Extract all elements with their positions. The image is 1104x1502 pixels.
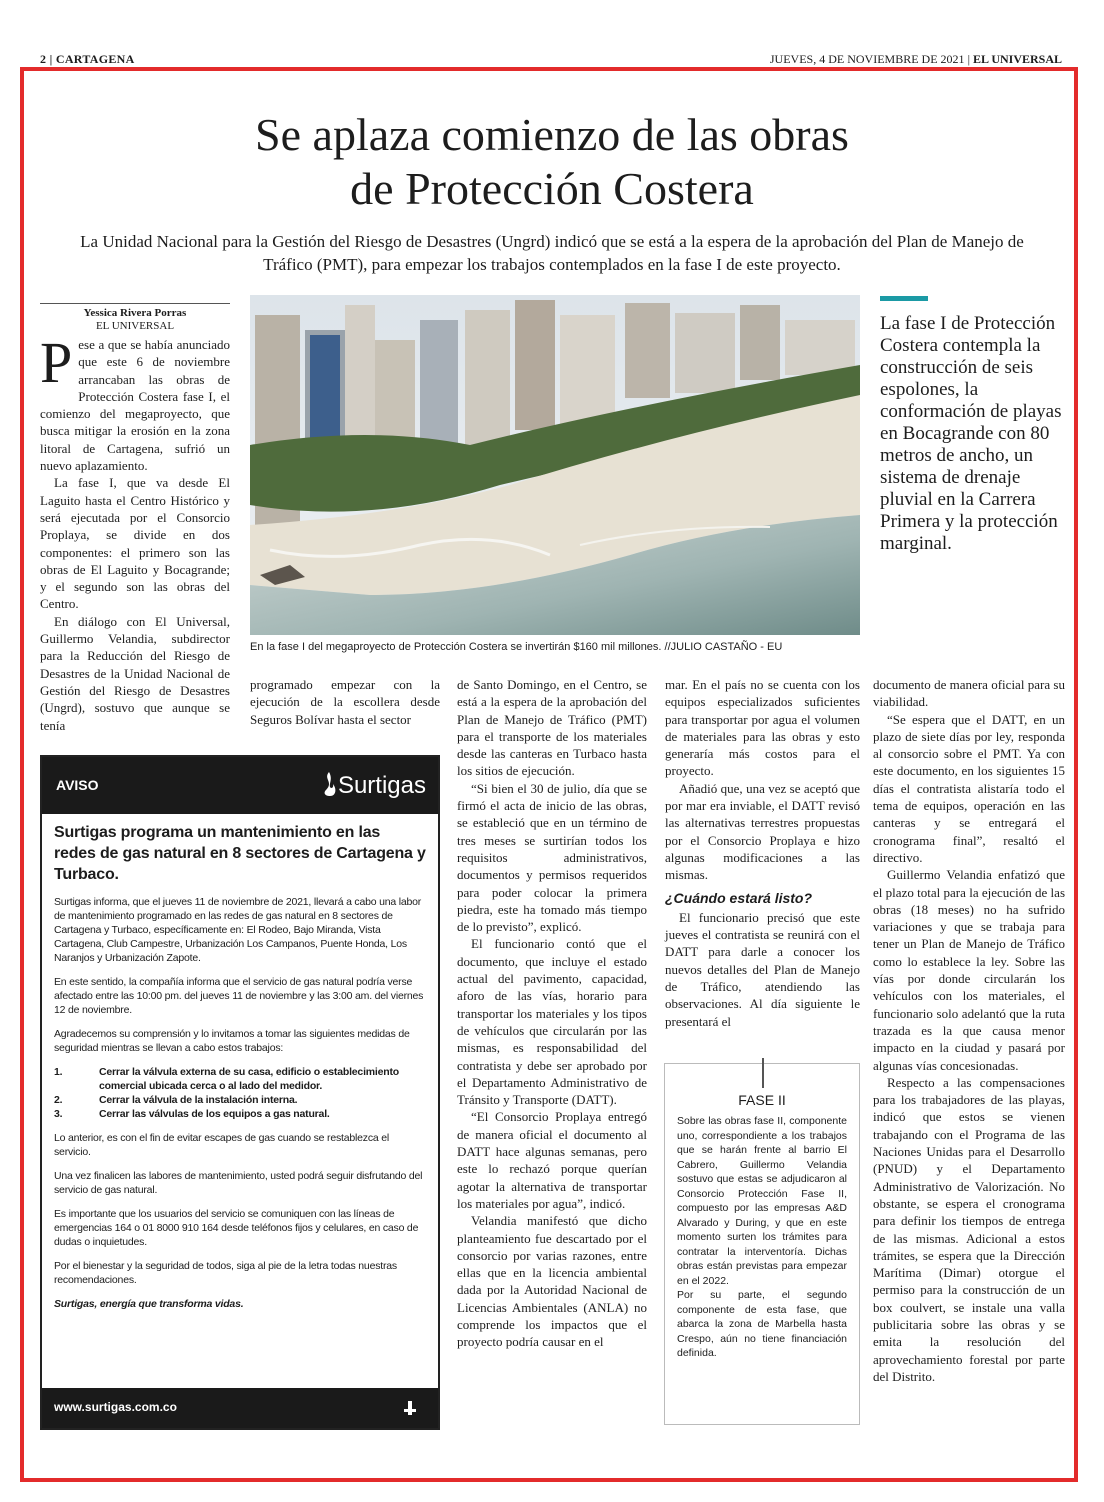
ad-paragraph: Es importante que los usuarios del servicio se comuniquen con las líneas de emergencias 164 o 01 8000 910 164 desde teléfonos fijos y celulares, en caso de dudas o inquietudes. [54,1208,419,1248]
ad-website-link[interactable]: www.surtigas.com.co [54,1400,177,1414]
surtigas-advertisement [40,755,440,1430]
article-paragraph: El funcionario contó que el documento, que incluye el estado actual del pavimento, capacidad, aforo de las vías, horario para transportar los materiales y los tipos de vehículos que circularán por las mismas, es responsabilidad del contratista y debe ser aprobado por el Departamento Administrativo de Tránsito y Transporte (DATT). [457,936,647,1108]
article-column-5 [873,676,1065,1385]
article-column-4 [665,676,860,1030]
ad-list-text: Cerrar las válvulas de los equipos a gas natural. [99,1108,330,1120]
ad-body [42,814,438,1329]
ad-label: AVISO [56,777,99,793]
article-paragraph: La fase I, que va desde El Laguito hasta el Centro Histórico y será ejecutada por el Consorcio Proplaya, se divide en dos componentes: el primero son las obras de El Laguito y Bocagrande; y el segundo son las obras del Centro. [40,475,230,612]
paper-name: EL UNIVERSAL [972,52,1062,66]
pullquote-accent-bar [880,296,928,301]
ad-safety-list [54,1065,426,1121]
section-name: CARTAGENA [55,52,135,66]
ad-paragraph: Surtigas informa, que el jueves 11 de noviembre de 2021, llevará a cabo una labor de mantenimiento programado en las redes de gas natural en 8 sectores de Cartagena y Turbaco, específicamente en: El Rodeo, Bajo Miranda, Vista Cartagena, Club Campestre, Urbanización Los Campanos, Puente Honda, Los Naranjos y Urbanización Zapote. [54,896,422,964]
byline [40,303,230,333]
author-name: Yessica Rivera Porras [83,307,187,319]
factbox-accent-bar [762,1058,764,1088]
folio-right: JUEVES, 4 DE NOVIEMBRE DE 2021 | EL UNIVERSAL [769,52,1062,66]
ad-paragraph: Una vez finalicen las labores de mantenimiento, usted podrá seguir disfrutando del servicio de gas natural. [54,1170,423,1196]
folio-left: 2 | CARTAGENA [40,52,135,66]
article-column-1 [40,330,230,734]
ad-footer [42,1388,438,1428]
article-column-3 [457,676,647,1351]
ad-list-number: 2. [54,1094,63,1106]
article-paragraph: Guillermo Velandia enfatizó que el plazo total para la ejecución de las obras (18 meses) no ha sufrido variaciones y que se trabaja para tener un Plan de Manejo de Tráfico como lo establece la ley. Sobre las vías por donde circularán los vehículos con los materiales, el funcionario solo adelantó que la ruta trazada es la que causa menor impacto en la ciudad y pasará por algunas vías concesionadas. [873,867,1065,1073]
ad-paragraph: Agradecemos su comprensión y lo invitamos a tomar las siguientes medidas de seguridad mientras se llevan a cabo estos trabajos: [54,1028,410,1054]
ad-list-item [54,1093,426,1107]
article-paragraph: documento de manera oficial para su viabilidad. [873,677,1065,710]
article-paragraph: Añadió que, una vez se aceptó que por mar era inviable, el DATT revisó las alternativas terrestres propuestas por el Consorcio Proplaya e hizo algunas modificaciones a las mismas. [665,780,860,883]
ad-title: Surtigas programa un mantenimiento en las redes de gas natural en 8 sectores de Cartagena y Turbaco. [54,824,426,883]
ad-list-text: Cerrar la válvula externa de su casa, edificio o establecimiento comercial ubicada cerca o al lado del medidor. [99,1066,400,1092]
ad-paragraph: Lo anterior, es con el fin de evitar escapes de gas cuando se restablezca el servicio. [54,1132,390,1158]
article-paragraph: “Si bien el 30 de julio, día que se firmó el acta de inicio de las obras, se estableció que en un término de tres meses se surtirían todos los requisitos administrativos, documentos y permisos requeridos para poder colocar la primera piedra, este ha tomado más tiempo de lo previsto”, explicó. [457,780,647,935]
article-paragraph: programado empezar con la ejecución de la escollera desde Seguros Bolívar hasta el sector [250,677,440,727]
article-paragraph: Velandia manifestó que dicho planteamiento fue descartado por el consorcio por varias razones, entre ellas que en la licencia ambiental dada por la Autoridad Nacional de Licencias Ambientales (ANLA) no comprende los impactos que el proyecto podría causar en el [457,1213,647,1350]
author-outlet: EL UNIVERSAL [95,320,175,332]
ad-list-item [54,1065,426,1093]
headline-line1: Se aplaza comienzo de las obras [255,109,849,160]
ad-slogan: Surtigas, energía que transforma vidas. [54,1298,244,1310]
article-paragraph: ese a que se había anunciado que este 6 de noviembre arrancaban las obras de Protección Costera fase I, el comienzo del megaproyecto, que busca mitigar la erosión en la zona litoral de Cartagena, sufrió un nuevo aplazamiento. [40,337,230,474]
factbox-text [665,1108,859,1367]
article-paragraph: “El Consorcio Proplaya entregó de manera oficial el documento al DATT hace algunas semanas, pero este lo rechazó porque querían agotar la alternativa de transportar los materiales por agua”, indicó. [457,1109,647,1211]
headline [40,108,1064,216]
ad-paragraph: En este sentido, la compañía informa que el servicio de gas natural podría verse afectado entre las 10:00 pm. del jueves 11 de noviembre y las 3:00 am. del viernes 12 de noviembre. [54,976,424,1016]
subheading: ¿Cuándo estará listo? [665,889,813,906]
article-paragraph: “Se espera que el DATT, en un plazo de siete días por ley, responda al consorcio sobre el PMT. Ya con este documento, en los siguientes 15 días el contratista alistaría todo el tema de equipos, operación en las canteras y se entregará el cronograma final”, resaltó el directivo. [873,711,1065,865]
ad-header [42,757,438,814]
ad-paragraph: Por el bienestar y la seguridad de todos, siga al pie de la letra todas nuestras recomendaciones. [54,1260,397,1286]
article-paragraph: de Santo Domingo, en el Centro, se está a la espera de la aprobación del Plan de Manejo de Tráfico (PMT) para el transporte de los materiales desde las canteras en Turbaco hasta los sitios de ejecución. [457,677,647,779]
photo-caption: En la fase I del megaproyecto de Protección Costera se invertirán $160 mil millones. //JULIO CASTAÑO - EU [250,641,783,653]
ad-list-number: 1. [54,1066,63,1078]
factbox-paragraph: Por su parte, el segundo componente de esta fase, que abarca la zona de Marbella hasta Crespo, aún no tiene financiación definida. [677,1289,847,1359]
drop-cap: P [40,330,73,395]
factbox-title: FASE II [738,1092,786,1108]
article-column-2 [250,676,440,728]
page-number: 2 [40,52,47,66]
ad-brand-name: Surtigas [337,772,426,799]
headline-line2: de Protección Costera [350,163,754,214]
factbox-paragraph: Sobre las obras fase II, componente uno, correspondiente a los trabajos que se harán frente al barrio El Cabrero, Guillermo Velandia sostuvo que estas se adjudicaron al Consorcio Protección Fase II, compuesto por las empresas A&D Alvarado y During, y que en este momento surten los trámites para contratar la interventoría. Dichas obras están previstas para empezar en el 2022. [677,1115,847,1287]
article-paragraph: mar. En el país no se cuenta con los equipos especializados suficientes para transportar por agua el volumen de materiales para las obras y esto generaría más costos para el proyecto. [665,677,860,779]
ad-list-text: Cerrar la válvula de la instalación interna. [99,1094,298,1106]
deck: La Unidad Nacional para la Gestión del Riesgo de Desastres (Ungrd) indicó que se está a la espera de la aprobación del Plan de Manejo de Tráfico (PMT), para empezar los trabajos contemplados en la fase I de este proyecto. [80,232,1024,274]
article-paragraph: El funcionario precisó que este jueves el contratista se reunirá con el DATT para darle a conocer los nuevos detalles del Plan de Manejo de Tráfico, atendiendo las observaciones. Al día siguiente le presentará el [665,909,860,1029]
pullquote: La fase I de Protección Costera contempla la construcción de seis espolones, la conformación de playas en Bocagrande con 80 metros de ancho, un sistema de drenaje pluvial en la Carrera Primera y la protección marginal. [880,313,1062,554]
article-paragraph: Respecto a las compensaciones para los trabajadores de las playas, indicó que estos se vienen trabajando con el Programa de las Naciones Unidas para el Desarrollo (PNUD) y el Departamento Administrativo de Valorización. No obstante, se espera el cronograma para definir los tiempos de entrega de las mismas. Adicional a estos trámites, se espera que la Dirección Marítima (Dimar) otorgue el permiso para la construcción de un box coulvert, se instale una valla publicitaria sobre las obras y se emita la resolución del aprovechamiento forestal por parte del Distrito. [873,1074,1065,1384]
article-paragraph: En diálogo con El Universal, Guillermo Velandia, subdirector para la Reducción del Riesgo de Desastres de la Unidad Nacional de Gestión del Riesgo de Desastres (Ungrd), sostuvo que aunque se tenía [40,613,230,733]
beach-photo-image [250,295,860,635]
flame-icon [320,771,338,797]
beach-photo [250,295,860,635]
issue-date: JUEVES, 4 DE NOVIEMBRE DE 2021 [769,52,965,66]
ad-list-number: 3. [54,1108,63,1120]
factbox-fase-ii [664,1063,860,1425]
regulator-logo-icon [402,1399,418,1417]
ad-list-item [54,1107,426,1121]
surtigas-logo [320,771,426,800]
